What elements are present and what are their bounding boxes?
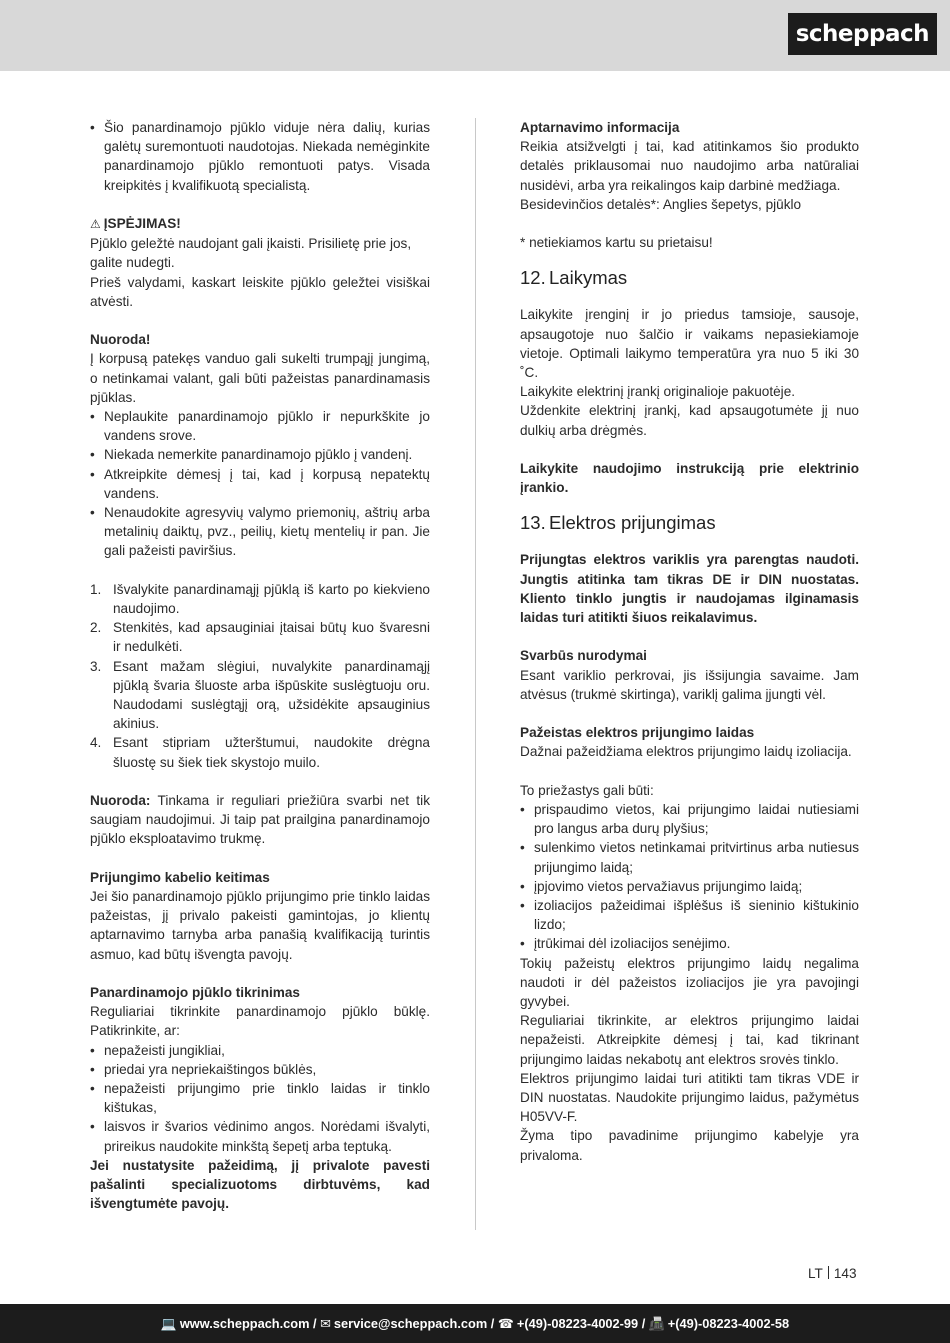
cable-paragraph-4: Žyma tipo pavadinime prijungimo kabelyje yra privaloma.	[520, 1128, 859, 1163]
check-bullet: • priedai yra nepriekaištingos būklės,	[90, 1060, 430, 1079]
step-item: 3. Esant mažam slėgiui, nuvalykite panardinamąjį pjūklą švaria šluoste arba išpūskite suslėgtuoju oru. Naudodami suslėgtąjį orą, užsidėkite apsauginius akinius.	[90, 658, 430, 732]
note-bullet: • Atkreipkite dėmesį į tai, kad į korpusą nepatektų vandens.	[90, 465, 430, 503]
page-header	[0, 0, 950, 71]
step-item: 1. Išvalykite panardinamąjį pjūklą iš karto po kiekvieno naudojimo.	[90, 581, 430, 617]
page-footer: 💻 www.scheppach.com / ✉ service@scheppach.com / ☎ +(49)-08223-4002-99 / 📠 +(49)-08223-4002-58	[0, 1304, 950, 1343]
page-number-value: 143	[833, 1266, 857, 1281]
electrical-bold: Prijungtas elektros variklis yra parengtas naudoti. Jungtis atitinka tam tikras DE ir DIN nuostatas. Kliento tinklo jungtis ir naudojamas ilginamasis laidas turi atitikti šiuos reikalavimus.	[520, 552, 859, 626]
cause-item: • prispaudimo vietos, kai prijungimo laidai nutiesiami pro langus arba durų plyšius;	[520, 800, 859, 838]
cable-paragraph-2: Reguliariai tikrinkite, ar elektros prijungimo laidai nepažeisti. Atkreipkite dėmesį į tai, kad tikrinant prijungimo laidas nekabotų ant elektros srovės tinklo.	[520, 1013, 859, 1067]
service-text: Reikia atsižvelgti į tai, kad atitinkamos šio produkto detalės priklausomai nuo naudojimo arba natūraliai nusidėvi, arba yra reikalingos kaip darbinė medžiaga.	[520, 139, 859, 193]
note2-paragraph	[90, 791, 430, 849]
cause-item: • įtrūkimai dėl izoliacijos senėjimo.	[520, 934, 859, 953]
cable-title: Prijungimo kabelio keitimas	[90, 869, 270, 885]
damaged-cable-text: Dažnai pažeidžiama elektros prijungimo laidų izoliacija.	[520, 744, 852, 760]
note2-text: Tinkama ir reguliari priežiūra svarbi net tik saugiam naudojimui. Ji taip pat prailgina panardinamojo pjūklo eksploatavimo trukmę.	[90, 793, 430, 847]
cable-paragraph-3: Elektros prijungimo laidai turi atitikti tam tikras VDE ir DIN nuostatas. Naudokite prijungimo laidus, pažymėtus H05VV-F.	[520, 1070, 859, 1125]
footer-website[interactable]: www.scheppach.com	[179, 1316, 310, 1331]
section-12-title: Laikymas	[549, 267, 628, 289]
check-bullet: • nepažeisti prijungimo prie tinklo laidas ir tinklo kištukas,	[90, 1079, 430, 1117]
page-number	[808, 1264, 857, 1283]
service-footnote: * netiekiamos kartu su prietaisu!	[520, 235, 713, 251]
section-13-title: Elektros prijungimas	[549, 512, 716, 534]
storage-bold: Laikykite naudojimo instrukciją prie elektrinio įrankio.	[520, 461, 859, 496]
check-bold-warning: Jei nustatysite pažeidimą, jį privalote pavesti pašalinti specializuotoms dirbtuvėms, kad išvengtumėte pavojų.	[90, 1157, 430, 1212]
storage-paragraph-2: Laikykite elektrinį įrankį originalioje pakuotėje.	[520, 384, 796, 400]
column-divider	[475, 118, 476, 1230]
cable-paragraph-1: Tokių pažeistų elektros prijungimo laidų negalima naudoti ir dėl pažeistos izoliacijos jie yra pavojingi gyvybei.	[520, 955, 859, 1010]
causes-intro: To priežastys gali būti:	[520, 782, 654, 798]
step-item: 2. Stenkitės, kad apsauginiai įtaisai būtų kuo švaresni ir nedulkėti.	[90, 620, 430, 655]
storage-paragraph-1: Laikykite įrenginį ir jo priedus tamsioje, sausoje, apsaugotoje nuo šalčio ir vaikams nepasiekiamoje vietoje. Optimali laikymo temperatūra yra nuo 5 iki 30 ˚C.	[520, 307, 859, 381]
scheppach-logo: scheppach	[788, 13, 937, 55]
check-bullet: • nepažeisti jungikliai,	[90, 1041, 430, 1060]
cause-item: • įpjovimo vietos pervažiavus prijungimo laidą;	[520, 877, 859, 896]
important-notes-title: Svarbūs nurodymai	[520, 648, 647, 664]
section-12-heading	[520, 266, 859, 290]
warning-paragraph-2: Prieš valydami, kaskart leiskite pjūklo geležtei visiškai atvėsti.	[90, 274, 430, 309]
section-12-number: 12.	[520, 267, 546, 289]
service-parts: Besidevinčios detalės*: Anglies šepetys, pjūklo	[520, 196, 802, 212]
section-13-number: 13.	[520, 512, 546, 534]
warning-paragraph-1: Pjūklo geležtė naudojant gali įkaisti. Prisilietę prie jos, galite nudegti.	[90, 236, 412, 271]
note-bullet: • Neplaukite panardinamojo pjūklo ir nepurkškite jo vandens srove.	[90, 407, 430, 445]
page-language: LT	[808, 1266, 823, 1281]
footer-phone: +(49)-08223-4002-99	[516, 1316, 639, 1331]
note-text: Į korpusą patekęs vanduo gali sukelti trumpąjį jungimą, o netinkamai valant, gali būti pažeistas panardinamasis pjūklas.	[90, 351, 430, 405]
storage-paragraph-3: Uždenkite elektrinį įrankį, kad apsaugotumėte jį nuo dulkių arba drėgmės.	[520, 403, 859, 438]
step-item: 4. Esant stipriam užterštumui, naudokite drėgna šluostę su šiek tiek skystojo muilo.	[90, 735, 430, 770]
damaged-cable-title: Pažeistas elektros prijungimo laidas	[520, 725, 755, 741]
section-13-heading	[520, 511, 859, 535]
footer-email[interactable]: service@scheppach.com	[333, 1316, 488, 1331]
important-notes-text: Esant variklio perkrovai, jis išsijungia savaime. Jam atvėsus (trukmė skirtinga), variklį galima įjungti vėl.	[520, 667, 859, 702]
left-column	[90, 118, 430, 1213]
service-title: Aptarnavimo informacija	[520, 120, 680, 135]
note-bullet: • Niekada nemerkite panardinamojo pjūklo į vandenį.	[90, 445, 430, 464]
mail-icon: ✉	[320, 1316, 331, 1331]
warning-heading	[90, 214, 430, 234]
phone-icon: ☎	[497, 1316, 514, 1331]
note-bullet: • Nenaudokite agresyvių valymo priemonių, aštrių arba metalinių daiktų, pvz., peilių, kietų mentelių ir pan. Jie gali pažeisti paviršius.	[90, 503, 430, 561]
cause-item: • sulenkimo vietos netinkamai pritvirtinus arba nutiesus prijungimo laidą;	[520, 838, 859, 876]
cause-item: • izoliacijos pažeidimai išplėšus iš sieninio kištukinio lizdo;	[520, 896, 859, 934]
intro-bullet: • Šio panardinamojo pjūklo viduje nėra dalių, kurias galėtų suremontuoti naudotojas. Niekada nemėginkite panardinamojo pjūklo remontuoti patys. Visada kreipkitės į kvalifikuotą specialistą.	[90, 118, 430, 195]
cable-text: Jei šio panardinamojo pjūklo prijungimo prie tinklo laidas pažeistas, jį privalo pakeisti gamintojas, jo klientų aptarnavimo tarnyba arba panašią kvalifikaciją turintis asmuo, kad būtų išvengta pavojų.	[90, 889, 430, 962]
check-bullet: • laisvos ir švarios vėdinimo angos. Norėdami išvalyti, prireikus naudokite minkštą šepetį arba teptuką.	[90, 1117, 430, 1155]
note2-label: Nuoroda:	[90, 793, 151, 809]
note-title: Nuoroda!	[90, 332, 151, 348]
check-text: Reguliariai tikrinkite panardinamojo pjūklo būklę. Patikrinkite, ar:	[90, 1004, 430, 1039]
page-number-separator	[828, 1266, 829, 1279]
warning-triangle-icon: ⚠	[90, 217, 101, 231]
footer-fax: +(49)-08223-4002-58	[667, 1316, 790, 1331]
check-title: Panardinamojo pjūklo tikrinimas	[90, 985, 300, 1001]
warning-title: ĮSPĖJIMAS!	[103, 216, 181, 231]
computer-icon: 💻	[160, 1316, 177, 1331]
fax-icon: 📠	[648, 1316, 665, 1331]
right-column	[520, 118, 859, 1165]
